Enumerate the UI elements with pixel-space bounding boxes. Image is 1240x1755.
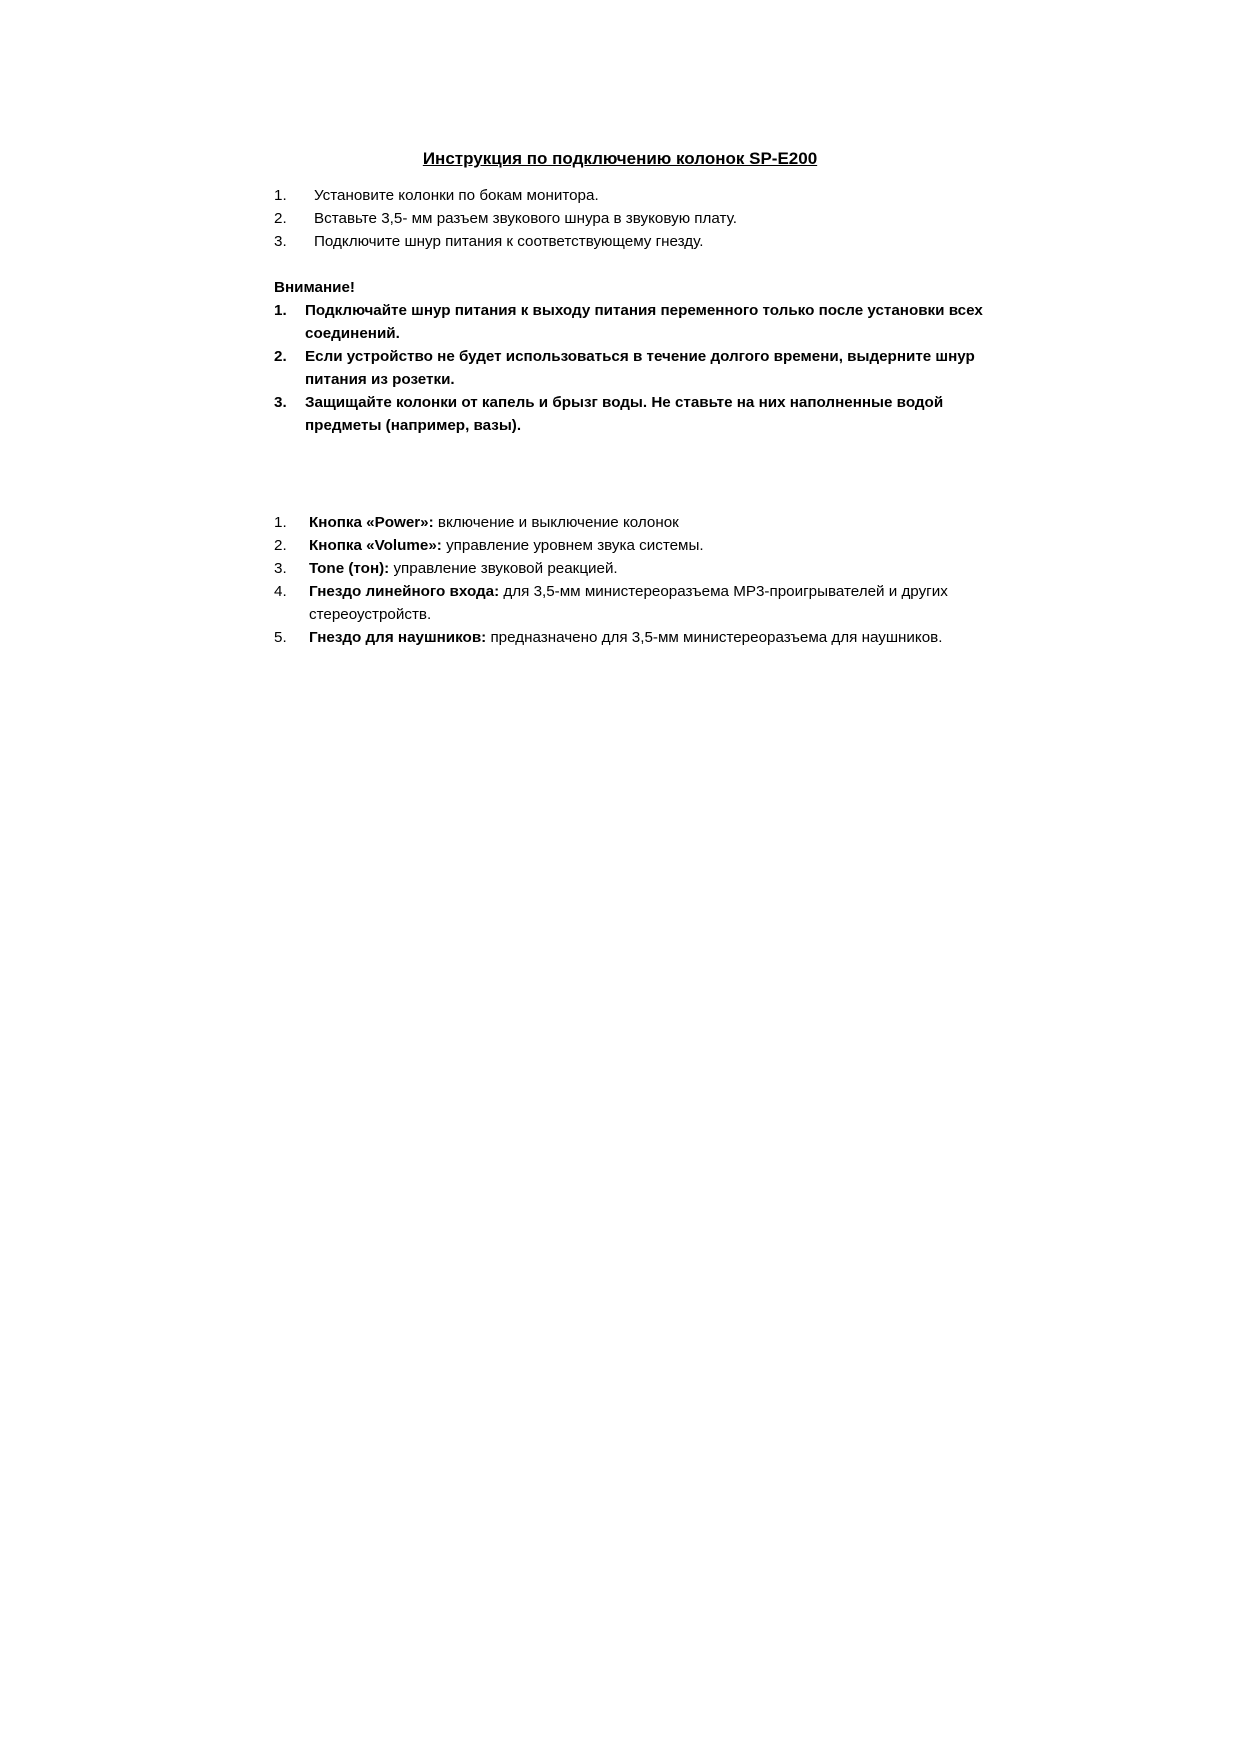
warning-list xyxy=(274,299,1005,437)
list-item xyxy=(274,511,1009,534)
list-item xyxy=(274,299,1005,345)
item-text xyxy=(309,534,1009,557)
item-number: 4. xyxy=(274,583,287,600)
setup-steps-list xyxy=(274,184,737,253)
warning-heading: Внимание! xyxy=(274,279,355,296)
feature-description: включение и выключение колонок xyxy=(433,514,679,531)
features-list xyxy=(274,511,1009,649)
document-title: Инструкция по подключению колонок SP-E200 xyxy=(422,149,818,168)
list-item xyxy=(274,230,737,253)
feature-label: Tone (тон): xyxy=(309,560,390,577)
item-number: 3. xyxy=(274,233,287,250)
item-text xyxy=(309,626,1009,649)
list-item xyxy=(274,207,737,230)
item-number: 3. xyxy=(274,394,287,411)
feature-description: управление звуковой реакцией. xyxy=(389,560,618,577)
feature-label: Гнездо для наушников: xyxy=(309,629,487,646)
list-item xyxy=(274,391,1005,437)
feature-label: Кнопка «Power»: xyxy=(309,514,434,531)
item-text xyxy=(309,557,1009,580)
item-number: 2. xyxy=(274,537,287,554)
feature-description: управление уровнем звука системы. xyxy=(441,537,704,554)
item-text: Защищайте колонки от капель и брызг воды. Не ставьте на них наполненные водой предметы (например, вазы). xyxy=(305,394,944,434)
item-number: 5. xyxy=(274,629,287,646)
item-text: Вставьте 3,5- мм разъем звукового шнура в звуковую плату. xyxy=(314,210,737,227)
list-item xyxy=(274,557,1009,580)
item-number: 2. xyxy=(274,348,287,365)
item-text: Подключите шнур питания к соответствующему гнезду. xyxy=(314,233,704,250)
item-number: 1. xyxy=(274,302,287,319)
item-text: Если устройство не будет использоваться в течение долгого времени, выдерните шнур питания из розетки. xyxy=(305,348,975,388)
list-item xyxy=(274,184,737,207)
item-number: 2. xyxy=(274,210,287,227)
item-number: 1. xyxy=(274,514,287,531)
feature-label: Гнездо линейного входа: xyxy=(309,583,500,600)
item-text xyxy=(309,580,1009,626)
item-text: Установите колонки по бокам монитора. xyxy=(314,187,599,204)
item-text: Подключайте шнур питания к выходу питания переменного только после установки всех соединений. xyxy=(305,302,983,342)
feature-description: предназначено для 3,5-мм министереоразъема для наушников. xyxy=(486,629,943,646)
list-item xyxy=(274,345,1005,391)
item-text xyxy=(309,511,1009,534)
list-item xyxy=(274,626,1009,649)
list-item xyxy=(274,534,1009,557)
feature-label: Кнопка «Volume»: xyxy=(309,537,442,554)
feature-description: для 3,5-мм министереоразъема MP3-проигрывателей и других стереоустройств. xyxy=(309,583,948,623)
list-item xyxy=(274,580,1009,626)
item-number: 3. xyxy=(274,560,287,577)
item-number: 1. xyxy=(274,187,287,204)
